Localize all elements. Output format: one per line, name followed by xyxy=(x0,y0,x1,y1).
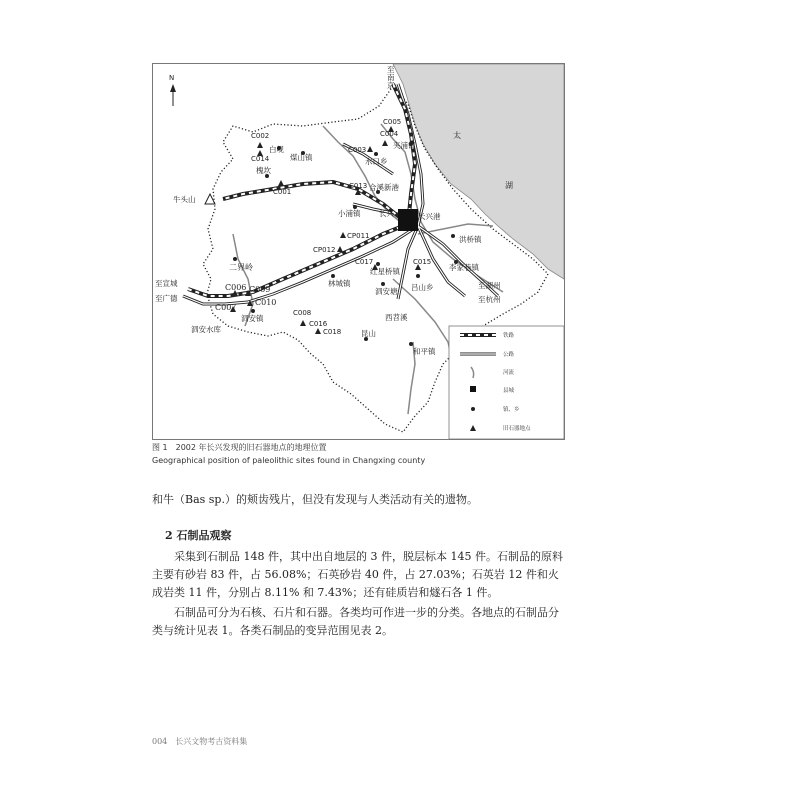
site-c010: C010 xyxy=(255,298,277,307)
place-jiapu: 夹浦镇 xyxy=(393,141,416,150)
place-linchengzhen: 林城镇 xyxy=(328,279,351,288)
north-label: N xyxy=(169,74,175,82)
place-niutoushan: 牛头山 xyxy=(173,195,196,204)
place-shuikou: 水口乡 xyxy=(365,157,388,166)
legend-county: 县城 xyxy=(503,388,515,394)
site-c009: C009 xyxy=(249,285,271,294)
site-cp011: CP011 xyxy=(347,232,370,240)
county-seat-marker xyxy=(398,209,418,231)
place-changxinggang: 长兴港 xyxy=(418,212,441,221)
place-sitao: 泗安塘 xyxy=(375,287,398,296)
place-hongxingqiao: 红星桥镇 xyxy=(370,267,400,276)
to-guangde: 至广德 xyxy=(155,294,178,303)
place-xiaopu: 小浦镇 xyxy=(338,209,361,218)
legend-site: 旧石器地点 xyxy=(503,426,531,432)
figure-caption-en: Geographical position of paleolithic sites found in Changxing county xyxy=(152,456,426,465)
paragraph-1: 采集到石制品 148 件，其中出自地层的 3 件，脱层标本 145 件。石制品的原料主要有砂岩 83 件，占 56.08%；石英砂岩 40 件，占 27.03%；石英岩 12 件和火成岩类 11 件，分别占 8.11% 和 7.43%；还有硅质岩和燧石各 1 件。 xyxy=(152,550,563,599)
legend-river: 河流 xyxy=(503,370,515,376)
legend-highway: 公路 xyxy=(503,352,515,358)
place-sianreservoir: 泗安水库 xyxy=(191,325,221,334)
section-heading: 2 石制品观察 xyxy=(165,529,232,542)
site-c002: C002 xyxy=(251,132,270,140)
place-lijiaxiang: 李家巷镇 xyxy=(449,263,479,272)
place-sianzhen: 泗安镇 xyxy=(241,314,264,323)
lake-label-1: 太 xyxy=(453,131,461,140)
paragraph-2: 石制品可分为石核、石片和石器。各类均可作进一步的分类。各地点的石制品分类与统计见表 1。各类石制品的变异范围见表 2。 xyxy=(152,606,559,637)
legend-town: 镇、乡 xyxy=(503,407,520,413)
place-lvshan: 吕山乡 xyxy=(411,283,434,292)
place-xitiaoxi: 西苕溪 xyxy=(385,313,408,322)
intro-paragraph: 和牛（Bas sp.）的颊齿残片，但没有发现与人类活动有关的遗物。 xyxy=(152,493,478,506)
site-c007: C007 xyxy=(215,303,237,312)
place-hongqiao: 洪桥镇 xyxy=(459,235,482,244)
place-baixian: 白岘 xyxy=(269,145,284,154)
to-huzhou: 至湖州 xyxy=(478,281,501,290)
to-xuancheng: 至宣城 xyxy=(155,279,178,288)
site-c016: C016 xyxy=(309,320,328,328)
taihu-lake xyxy=(393,64,564,279)
to-nanjing-1: 至 xyxy=(387,65,395,74)
north-arrow xyxy=(170,84,176,106)
lake-label-2: 湖 xyxy=(505,181,513,190)
legend-railway: 铁路 xyxy=(503,333,515,339)
map-legend xyxy=(449,326,564,439)
site-c017: C017 xyxy=(355,258,374,266)
to-nanjing-2: 南 xyxy=(387,73,395,82)
site-c003: C003 xyxy=(348,146,367,154)
site-c005: C005 xyxy=(383,118,402,126)
place-hexi: 合溪新港 xyxy=(369,183,399,192)
to-hangzhou: 至杭州 xyxy=(478,295,501,304)
place-hepingzhen: 和平镇 xyxy=(413,347,436,356)
to-nanjing-3: 京 xyxy=(387,81,395,90)
place-kunshan: 昆山 xyxy=(361,329,376,338)
site-c006: C006 xyxy=(225,283,247,292)
site-c013: C013 xyxy=(349,182,368,190)
place-meishan: 煤山镇 xyxy=(290,153,313,162)
map-svg xyxy=(153,64,564,439)
page-footer: 004 长兴文物考古资料集 xyxy=(152,737,248,746)
site-cp012: CP012 xyxy=(313,246,336,254)
site-c004: C004 xyxy=(380,130,399,138)
place-huaikan: 槐坎 xyxy=(256,166,271,175)
site-c015: C015 xyxy=(413,258,432,266)
site-c008: C008 xyxy=(293,309,312,317)
place-changxing: 长兴 xyxy=(379,209,394,218)
map-figure xyxy=(152,63,565,440)
place-erjieling: 二界岭 xyxy=(229,263,253,272)
site-c001: C001 xyxy=(273,188,292,196)
site-c018: C018 xyxy=(323,328,342,336)
site-c014: C014 xyxy=(251,155,270,163)
figure-caption-cn: 图 1 2002 年长兴发现的旧石器地点的地理位置 xyxy=(152,443,327,452)
